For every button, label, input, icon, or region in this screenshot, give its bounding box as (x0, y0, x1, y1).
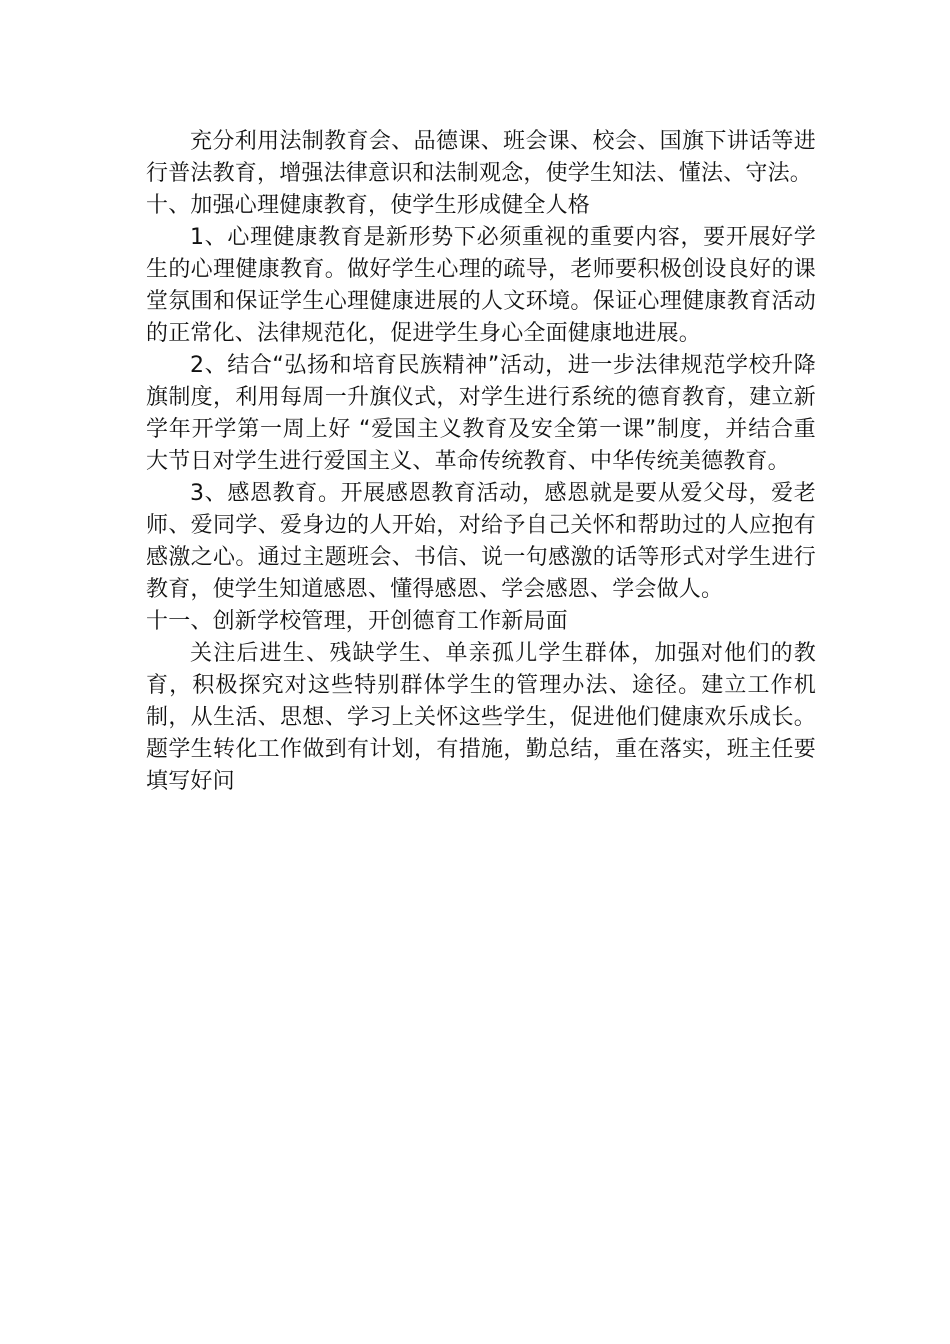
document-body (146, 126, 816, 798)
paragraph-gratitude-3: 3、感恩教育。开展感恩教育活动，感恩就是要从爱父母，爱老师、爱同学、爱身边的人开始，对给予自己关怀和帮助过的人应抱有感激之心。通过主题班会、书信、说一句感激的话等形式对学生进行教育，使学生知道感恩、懂得感恩、学会感恩、学会做人。 (146, 481, 816, 602)
paragraph-special-groups: 关注后进生、残缺学生、单亲孤儿学生群体，加强对他们的教育，积极探究对这些特别群体学生的管理办法、途径。建立工作机制，从生活、思想、学习上关怀这些学生，促进他们健康欢乐成长。题学生转化工作做到有计划，有措施，勤总结，重在落实，班主任要填写好问 (146, 641, 816, 794)
paragraph-national-spirit-2: 2、结合“弘扬和培育民族精神”活动，进一步法律规范学校升降旗制度，利用每周一升旗仪式，对学生进行系统的德育教育，建立新学年开学第一周上好 “爱国主义教育及安全第一课”制度，并结合重大节日对学生进行爱国主义、革命传统教育、中华传统美德教育。 (146, 353, 816, 474)
section-heading-mental-health: 十、加强心理健康教育，使学生形成健全人格 (146, 193, 591, 218)
paragraph-mental-health-1: 1、心理健康教育是新形势下必须重视的重要内容，要开展好学生的心理健康教育。做好学生心理的疏导，老师要积极创设良好的课堂氛围和保证学生心理健康进展的人文环境。保证心理健康教育活动的正常化、法律规范化，促进学生身心全面健康地进展。 (146, 225, 816, 346)
section-heading-school-management: 十一、创新学校管理，开创德育工作新局面 (146, 609, 568, 634)
paragraph-legal-education: 充分利用法制教育会、品德课、班会课、校会、国旗下讲话等进行普法教育，增强法律意识和法制观念，使学生知法、懂法、守法。 (146, 129, 816, 186)
